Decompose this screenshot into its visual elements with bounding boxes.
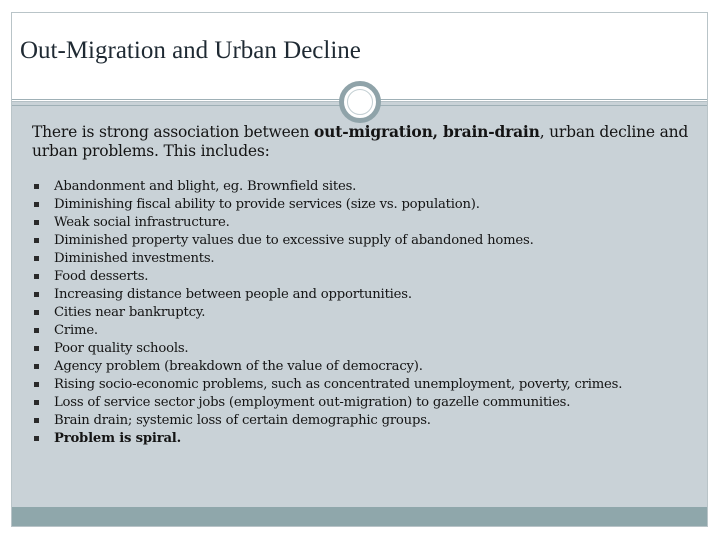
bullet-text: Diminishing fiscal ability to provide services (size vs. population). [54,197,480,212]
bullet-list [32,178,692,448]
square-bullet-icon [34,382,39,387]
bullet-text: Cities near bankruptcy. [54,305,206,320]
square-bullet-icon [34,418,39,423]
bullet-text: Weak social infrastructure. [54,215,230,230]
bullet-item [32,394,692,412]
bullet-text: Abandonment and blight, eg. Brownfield sites. [54,179,357,194]
bullet-item [32,268,692,286]
intro-emphasis: out-migration, brain-drain [314,122,540,141]
slide [11,12,708,527]
intro-text-end: , urban decline and urban problems. This includes: [32,123,689,160]
intro-text-start: There is strong association between [32,123,315,141]
bullet-item [32,196,692,214]
bullet-item [32,304,692,322]
bullet-item [32,376,692,394]
bullet-text: Crime. [54,323,98,338]
bullet-item [32,214,692,232]
bullet-text: Increasing distance between people and opportunities. [54,287,412,302]
square-bullet-icon [34,238,39,243]
slide-title: Out-Migration and Urban Decline [20,37,361,64]
bullet-item [32,178,692,196]
bullet-item [32,250,692,268]
square-bullet-icon [34,274,39,279]
bullet-text: Diminished property values due to excessive supply of abandoned homes. [54,233,534,248]
bullet-text: Brain drain; systemic loss of certain demographic groups. [54,413,431,428]
bullet-item [32,286,692,304]
square-bullet-icon [34,292,39,297]
square-bullet-icon [34,256,39,261]
bullet-item [32,340,692,358]
bullet-item [32,232,692,250]
bullet-text: Diminished investments. [54,251,215,266]
slide-content [32,122,692,448]
bullet-item [32,358,692,376]
bullet-text: Rising socio-economic problems, such as concentrated unemployment, poverty, crimes. [54,377,623,392]
intro-paragraph [32,122,692,161]
square-bullet-icon [34,436,39,441]
square-bullet-icon [34,400,39,405]
footer-bar [12,507,707,526]
square-bullet-icon [34,310,39,315]
bullet-text: Poor quality schools. [54,341,189,356]
bullet-text: Agency problem (breakdown of the value of democracy). [54,359,423,374]
bullet-text: Food desserts. [54,269,149,284]
bullet-text: Loss of service sector jobs (employment out-migration) to gazelle communities. [54,395,571,410]
bullet-item [32,322,692,340]
bullet-item [32,412,692,430]
bullet-item [32,430,692,448]
square-bullet-icon [34,346,39,351]
square-bullet-icon [34,364,39,369]
square-bullet-icon [34,202,39,207]
bullet-text: Problem is spiral. [54,431,182,446]
square-bullet-icon [34,220,39,225]
square-bullet-icon [34,328,39,333]
square-bullet-icon [34,184,39,189]
circle-ornament-icon [339,81,381,123]
